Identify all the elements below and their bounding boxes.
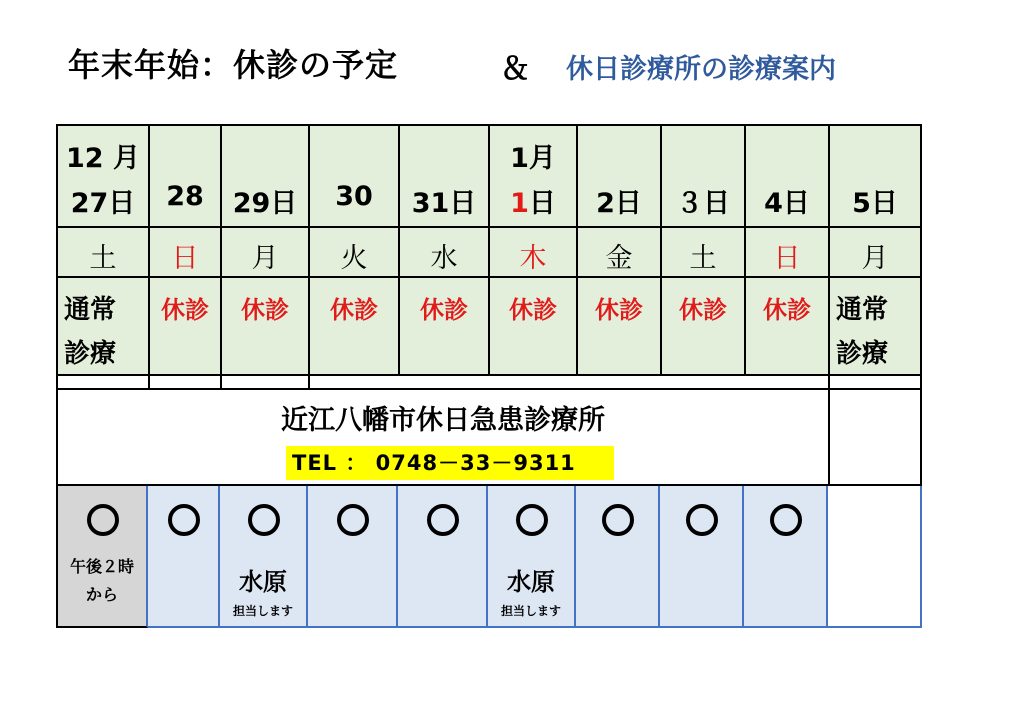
open-mark xyxy=(87,504,119,536)
date-cell xyxy=(56,124,148,226)
date-day: 27日 xyxy=(70,188,136,219)
date-day: 5日 xyxy=(852,188,898,219)
open-from-note: から xyxy=(85,585,118,604)
date-cell xyxy=(828,124,922,226)
status-cell xyxy=(576,276,660,374)
date-cell xyxy=(488,124,576,226)
date-day: 28 xyxy=(166,181,204,212)
availability-cell xyxy=(744,486,828,628)
doctor-note: 担当します xyxy=(500,604,561,618)
availability-cell xyxy=(148,486,220,628)
status-cell xyxy=(744,276,828,374)
open-mark xyxy=(168,504,200,536)
status-label: 休診 xyxy=(763,296,811,324)
open-mark xyxy=(770,504,802,536)
availability-cell xyxy=(660,486,744,628)
open-mark xyxy=(337,504,369,536)
dow-cell xyxy=(148,226,220,276)
dow-cell xyxy=(398,226,488,276)
dow-cell xyxy=(660,226,744,276)
clinic-info-box xyxy=(56,388,830,486)
availability-cell xyxy=(308,486,398,628)
date-month: 12 月 xyxy=(66,143,140,174)
clinic-tel: TEL ： 0748－33－9311 xyxy=(286,446,614,480)
date-cell xyxy=(660,124,744,226)
open-mark xyxy=(516,504,548,536)
clinic-name: 近江八幡市休日急患診療所 xyxy=(281,405,605,436)
dow-label: 土 xyxy=(89,243,117,274)
dow-label: 日 xyxy=(773,243,801,274)
date-day-number: 1 xyxy=(510,188,529,219)
dow-label: 月 xyxy=(251,243,279,274)
date-cell xyxy=(576,124,660,226)
date-day: 30 xyxy=(335,181,373,212)
date-day: 31日 xyxy=(411,188,477,219)
dow-cell xyxy=(56,226,148,276)
availability-cell xyxy=(220,486,308,628)
status-cell xyxy=(488,276,576,374)
clinic-info-blank xyxy=(828,388,922,486)
date-cell xyxy=(220,124,308,226)
page-subtitle: 休日診療所の診療案内 xyxy=(566,54,836,85)
date-day-suffix: 日 xyxy=(528,188,556,219)
date-day xyxy=(490,181,576,220)
open-mark xyxy=(686,504,718,536)
date-cell xyxy=(148,124,220,226)
dow-label: 月 xyxy=(861,243,889,274)
availability-cell xyxy=(56,486,148,628)
dow-label: 金 xyxy=(605,243,633,274)
availability-cell xyxy=(576,486,660,628)
status-label: 休診 xyxy=(595,296,643,324)
dow-cell xyxy=(576,226,660,276)
dow-label: 水 xyxy=(430,243,458,274)
date-cell xyxy=(398,124,488,226)
status-label: 休診 xyxy=(509,296,557,324)
status-label: 通常 診療 xyxy=(836,295,889,369)
status-cell xyxy=(828,276,922,374)
date-cell xyxy=(308,124,398,226)
open-mark xyxy=(248,504,280,536)
doctor-name: 水原 xyxy=(239,568,287,596)
open-mark xyxy=(427,504,459,536)
availability-cell xyxy=(828,486,922,628)
schedule-table xyxy=(56,124,922,628)
dow-cell xyxy=(744,226,828,276)
status-cell xyxy=(220,276,308,374)
date-day: 29日 xyxy=(232,188,298,219)
doctor-name: 水原 xyxy=(507,568,555,596)
doctor-note: 担当します xyxy=(232,604,293,618)
open-mark xyxy=(602,504,634,536)
date-month: 1月 xyxy=(510,143,556,174)
page-title: 年末年始：休診の予定 xyxy=(68,46,399,84)
status-label: 休診 xyxy=(679,296,727,324)
dow-label: 土 xyxy=(689,243,717,274)
status-label: 休診 xyxy=(330,296,378,324)
status-label: 通常 診療 xyxy=(64,295,117,369)
dow-cell xyxy=(488,226,576,276)
dow-cell xyxy=(220,226,308,276)
status-cell xyxy=(308,276,398,374)
date-day: 2日 xyxy=(596,188,642,219)
ampersand: ＆ xyxy=(500,52,530,87)
status-cell xyxy=(398,276,488,374)
status-label: 休診 xyxy=(241,296,289,324)
status-cell xyxy=(56,276,148,374)
dow-label: 日 xyxy=(171,243,199,274)
dow-cell xyxy=(308,226,398,276)
date-day: 4日 xyxy=(764,188,810,219)
date-day: ３日 xyxy=(676,188,730,219)
availability-cell xyxy=(398,486,488,628)
dow-label: 木 xyxy=(519,243,547,274)
status-cell xyxy=(148,276,220,374)
open-from-note: 午後２時 xyxy=(69,557,134,576)
status-cell xyxy=(660,276,744,374)
status-label: 休診 xyxy=(161,296,209,324)
dow-cell xyxy=(828,226,922,276)
dow-label: 火 xyxy=(340,243,368,274)
status-label: 休診 xyxy=(420,296,468,324)
date-cell xyxy=(744,124,828,226)
availability-cell xyxy=(488,486,576,628)
